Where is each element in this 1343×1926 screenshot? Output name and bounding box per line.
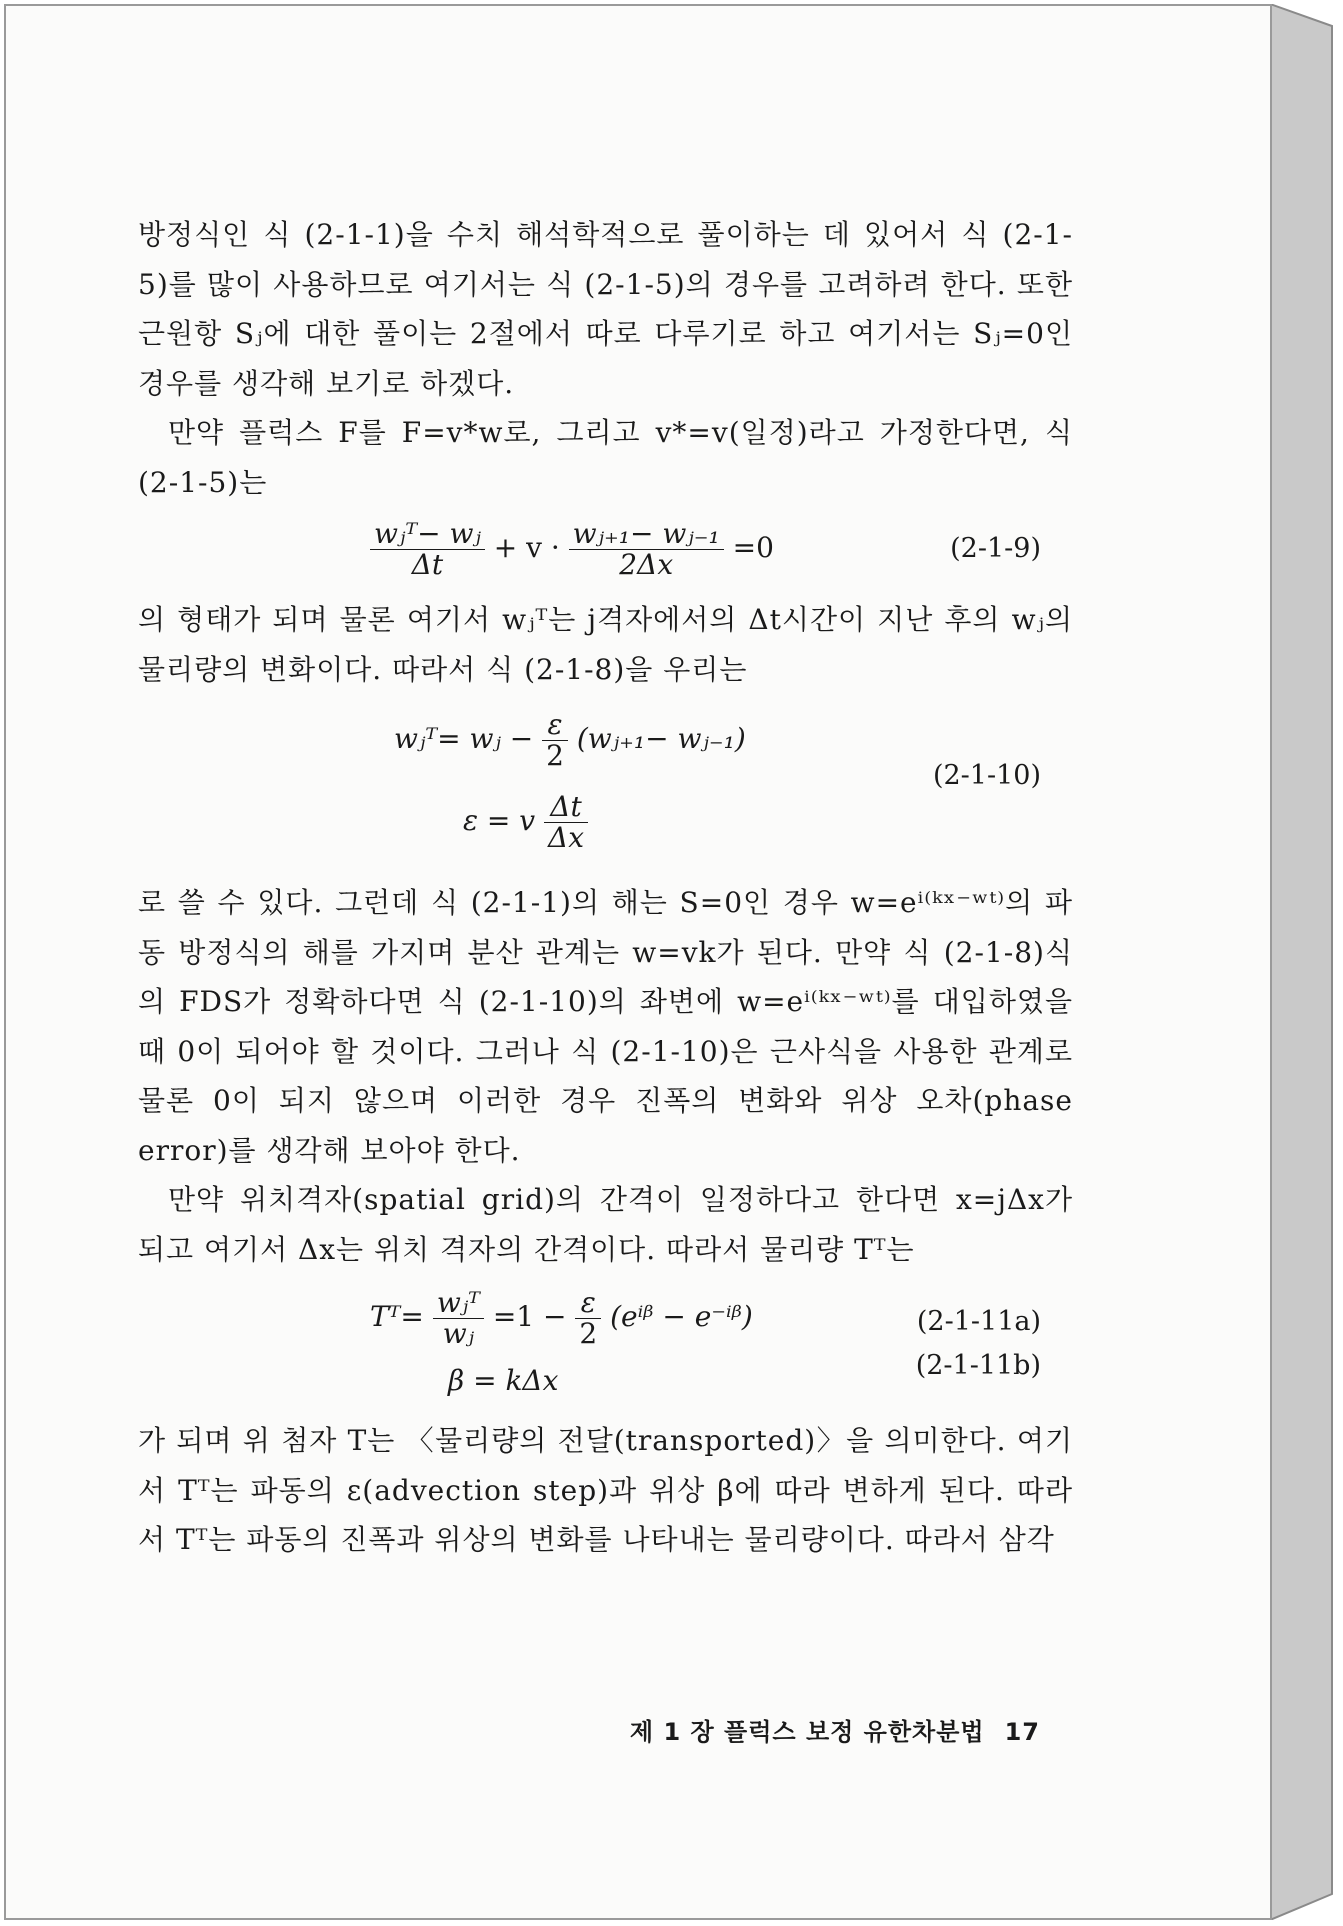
running-footer	[620, 1712, 1040, 1747]
eq9-fraction-2	[569, 519, 724, 580]
eq9-frac2-numerator: wⱼ₊₁− wⱼ₋₁	[569, 519, 724, 550]
eq10-frac1-denominator: 2	[546, 739, 564, 772]
equation-2-1-10	[138, 694, 1073, 878]
eq10-frac1-numerator: ε	[542, 710, 568, 741]
page-number: 17	[1004, 1718, 1040, 1746]
eq10-line1-lhs: wⱼᵀ= wⱼ −	[394, 722, 534, 755]
paragraph-1: 방정식인 식 (2-1-1)을 수치 해석학적으로 풀이하는 데 있어서 식 (2-1-5)를 많이 사용하므로 여기서는 식 (2-1-5)의 경우를 고려하려 한다. 또한 근원항 Sⱼ에 대한 풀이는 2절에서 따로 다루기로 하고 여기서는 Sⱼ=0인 경우를 생각해 보기로 하겠다.	[138, 218, 1073, 400]
eq9-fraction-1	[370, 519, 485, 580]
paragraph-5: 만약 위치격자(spatial grid)의 간격이 일정하다고 한다면 x=jΔx가 되고 여기서 Δx는 위치 격자의 간격이다. 따라서 물리량 Tᵀ는	[138, 1183, 1073, 1266]
paragraph-6: 가 되며 위 첨자 T는 〈물리량의 전달(transported)〉을 의미한다. 여기서 Tᵀ는 파동의 ε(advection step)과 위상 β에 따라 변하게 된다. 따라서 Tᵀ는 파동의 진폭과 위상의 변화를 나타내는 물리량이다. 따라서 삼각	[138, 1424, 1073, 1556]
eq9-frac1-numerator: wⱼᵀ− wⱼ	[370, 519, 485, 550]
page-side-edge	[1270, 4, 1339, 1920]
equation-number-2-1-9: (2-1-9)	[950, 533, 1041, 564]
eq11-frac1-numerator: wⱼᵀ	[433, 1288, 484, 1319]
eq11-line1-lhs: Tᵀ=	[370, 1300, 424, 1333]
eq11-frac2-denominator: 2	[579, 1317, 598, 1350]
equation-2-1-11	[138, 1274, 1073, 1416]
eq10-frac2-denominator: Δx	[548, 821, 585, 854]
chapter-title: 제 1 장 플럭스 보정 유한차분법	[629, 1718, 985, 1746]
eq11-line1-rhs: (eⁱᵝ − e⁻ⁱᵝ)	[610, 1300, 753, 1333]
eq9-frac1-denominator: Δt	[411, 548, 444, 581]
equation-number-2-1-10: (2-1-10)	[932, 760, 1041, 791]
body-text	[138, 210, 1073, 1730]
eq10-line1-rhs: (wⱼ₊₁− wⱼ₋₁)	[576, 722, 746, 755]
eq10-fraction-1	[542, 710, 568, 771]
eq10-fraction-2	[544, 792, 588, 853]
eq9-middle: + v ·	[493, 531, 560, 564]
eq11-line1-mid: =1 −	[492, 1300, 567, 1333]
eq10-line2-lhs: ε = v	[463, 804, 536, 837]
eq10-frac2-numerator: Δt	[544, 792, 588, 823]
equation-number-2-1-11b: (2-1-11b)	[915, 1350, 1041, 1381]
eq11-fraction-1	[433, 1288, 484, 1349]
eq11-fraction-2	[575, 1288, 601, 1349]
eq11-line2: β = kΔx	[448, 1364, 559, 1397]
paragraph-2: 만약 플럭스 F를 F=v*w로, 그리고 v*=v(일정)라고 가정한다면, 식 (2-1-5)는	[138, 416, 1073, 499]
eq9-tail: =0	[732, 531, 774, 564]
eq11-frac1-denominator: wⱼ	[442, 1317, 475, 1350]
paragraph-4: 로 쓸 수 있다. 그런데 식 (2-1-1)의 해는 S=0인 경우 w=eⁱ⁽ᵏˣ⁻ʷᵗ⁾의 파동 방정식의 해를 가지며 분산 관계는 w=vk가 된다. 만약 식 (2-1-8)식의 FDS가 정확하다면 식 (2-1-10)의 좌변에 w=eⁱ⁽ᵏˣ⁻ʷᵗ⁾를 대입하였을 때 0이 되어야 할 것이다. 그러나 식 (2-1-10)은 근사식을 사용한 관계로 물론 0이 되지 않으며 이러한 경우 진폭의 변화와 위상 오차(phase error)를 생각해 보아야 한다.	[138, 886, 1073, 1167]
paragraph-3: 의 형태가 되며 물론 여기서 wⱼᵀ는 j격자에서의 Δt시간이 지난 후의 wⱼ의 물리량의 변화이다. 따라서 식 (2-1-8)을 우리는	[138, 603, 1073, 686]
eq9-frac2-denominator: 2Δx	[619, 548, 674, 581]
eq11-frac2-numerator: ε	[575, 1288, 601, 1319]
equation-2-1-9	[138, 507, 1073, 595]
equation-number-2-1-11a: (2-1-11a)	[916, 1306, 1041, 1337]
